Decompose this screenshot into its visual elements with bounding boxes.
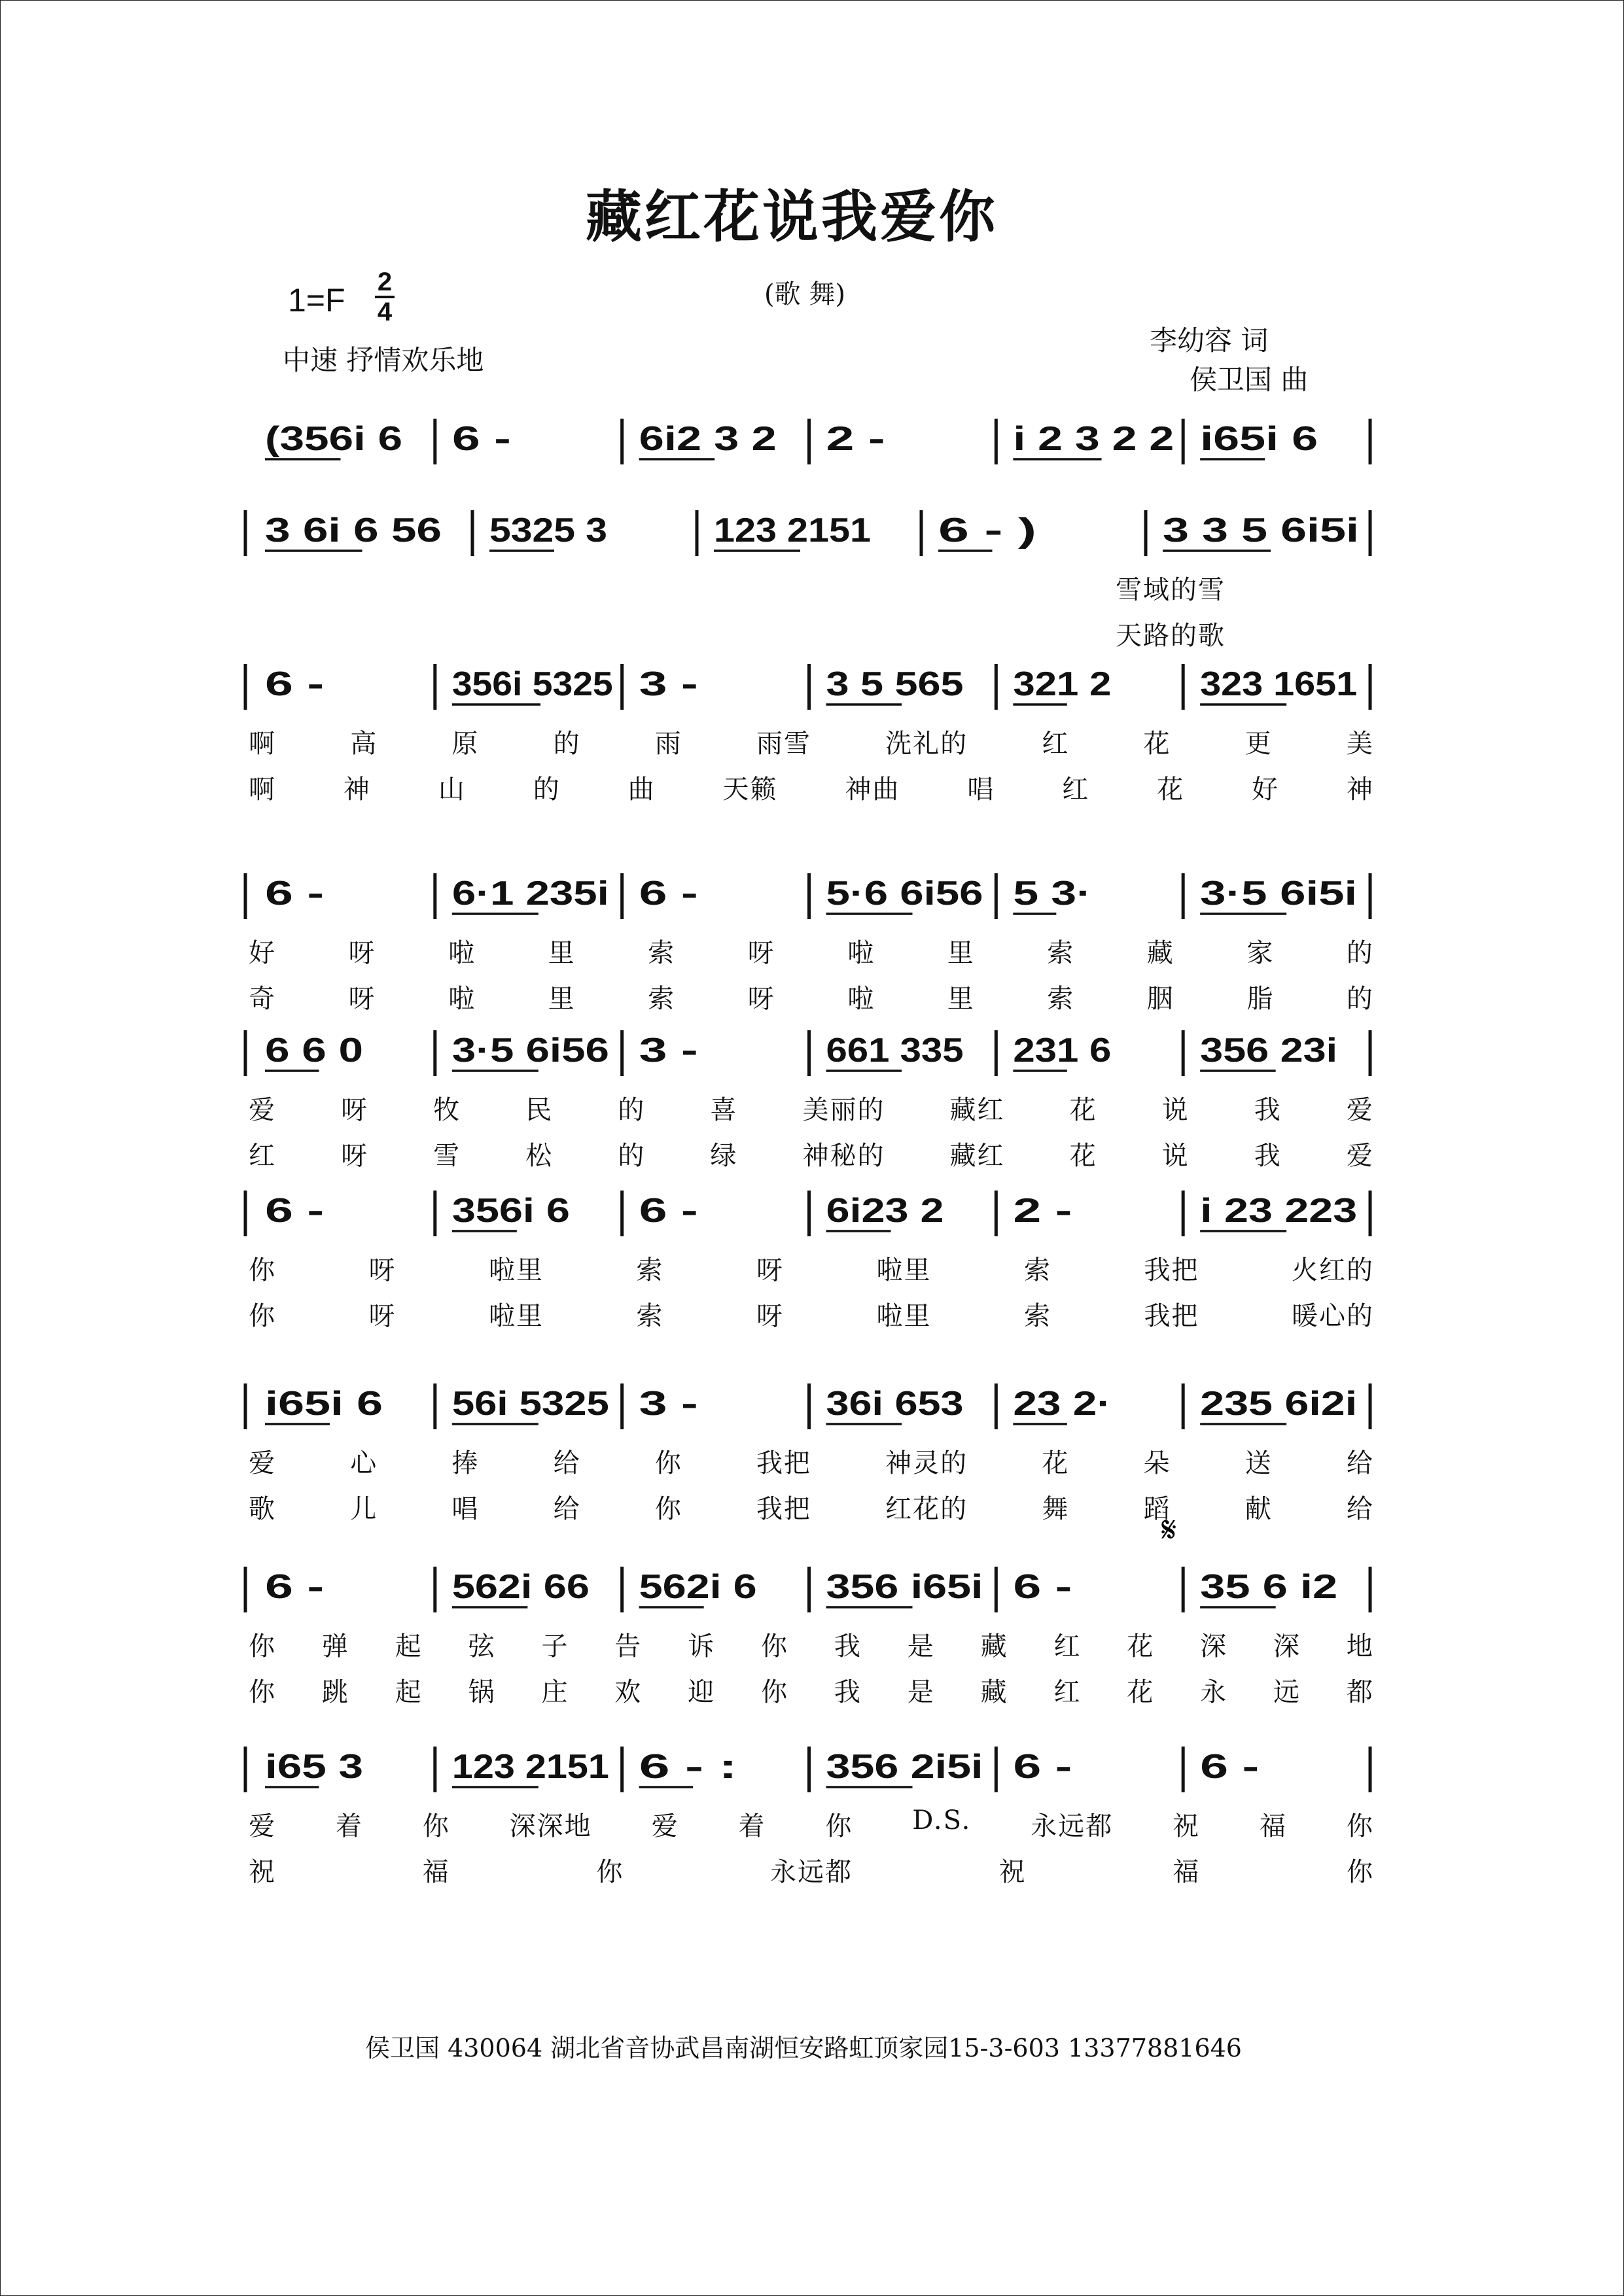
measure-notes: 3·5 6i56 bbox=[451, 1032, 609, 1070]
lyric-word: 藏红 bbox=[949, 1095, 1005, 1125]
measure-notes: 6i2 3 2 bbox=[639, 420, 777, 458]
lyric-word: 索 bbox=[1047, 984, 1075, 1014]
lyric-word: 捧 bbox=[451, 1448, 480, 1478]
lyric-word: 松 bbox=[525, 1141, 554, 1171]
lyric-word: 我 bbox=[834, 1631, 862, 1661]
lyric-word: 祝 bbox=[1173, 1811, 1201, 1841]
lyric-line bbox=[249, 978, 1374, 1015]
lyric-word: 着 bbox=[738, 1811, 766, 1841]
lyric-word: 牧 bbox=[433, 1095, 461, 1125]
lyric-word: 暖心的 bbox=[1292, 1301, 1374, 1331]
lyric-word: 的 bbox=[1346, 984, 1374, 1014]
measure-notes: 56i 5325 bbox=[451, 1385, 609, 1423]
lyric-word: 好 bbox=[1252, 774, 1280, 805]
measure-notes: 3 - bbox=[639, 1385, 698, 1423]
lyric-word: 呀 bbox=[368, 1301, 397, 1331]
lyric-word: 神秘的 bbox=[802, 1141, 885, 1171]
lyric-word: 深 bbox=[1200, 1631, 1228, 1661]
lyric-word: 祝 bbox=[249, 1857, 276, 1887]
lyric-word: 啦 bbox=[448, 938, 476, 968]
measure-notes: 6 - bbox=[265, 875, 324, 913]
lyric-line bbox=[249, 1805, 1374, 1843]
measure-notes: 356i 6 bbox=[451, 1192, 570, 1230]
measure-notes: 3·5 6i5i bbox=[1200, 875, 1358, 913]
lyric-line bbox=[249, 769, 1374, 806]
lyric-word: 地 bbox=[1346, 1631, 1374, 1661]
measure-notes: 3 3 5 6i5i bbox=[1163, 512, 1359, 549]
measure-notes: 3 5 565 bbox=[826, 665, 964, 703]
measure-notes: 5·6 6i56 bbox=[826, 875, 983, 913]
time-top: 2 bbox=[377, 268, 393, 296]
lyric-word: 神 bbox=[1346, 774, 1374, 805]
lyric-word: 啦里 bbox=[489, 1255, 544, 1285]
lyric-line bbox=[249, 1851, 1374, 1888]
measure-notes: 36i 653 bbox=[826, 1385, 964, 1423]
lyric-word: 神灵的 bbox=[885, 1448, 968, 1478]
lyric-word: 里 bbox=[548, 938, 576, 968]
lyric-word: 呀 bbox=[756, 1301, 784, 1331]
lyric-word: 你 bbox=[1346, 1857, 1374, 1887]
lyric-word: 呀 bbox=[348, 984, 376, 1014]
lyric-line bbox=[249, 723, 1374, 760]
lyric-word: 起 bbox=[395, 1631, 423, 1661]
lyric-line bbox=[249, 1488, 1374, 1525]
lyric-word: 诉 bbox=[688, 1631, 716, 1661]
lyric-line bbox=[249, 1089, 1374, 1126]
lyric-word: 爱 bbox=[249, 1811, 276, 1841]
lyric-word: 你 bbox=[422, 1811, 450, 1841]
lyric-word: 你 bbox=[761, 1631, 789, 1661]
lyric-word: 弹 bbox=[321, 1631, 349, 1661]
lyric-word: 儿 bbox=[350, 1494, 378, 1524]
lyric-word: 的 bbox=[553, 729, 581, 759]
lyric-word: 啊 bbox=[249, 774, 276, 805]
measure-notes: 123 2151 bbox=[714, 512, 871, 549]
lyric-word: 心 bbox=[350, 1448, 378, 1478]
measure-notes: 6 - bbox=[1200, 1748, 1260, 1786]
lyric-line bbox=[249, 932, 1374, 969]
measure-notes: 6 - bbox=[265, 665, 324, 703]
lyric-word: 红花的 bbox=[885, 1494, 968, 1524]
measure-notes: 2 - bbox=[1013, 1192, 1072, 1230]
lyric-word: 红 bbox=[1062, 774, 1090, 805]
lyric-word: 深 bbox=[1273, 1631, 1301, 1661]
lyric-word: 你 bbox=[654, 1448, 682, 1478]
lyric-word: 呀 bbox=[747, 984, 775, 1014]
lyric-word: 朵 bbox=[1143, 1448, 1171, 1478]
lyric-word: 你 bbox=[825, 1811, 853, 1841]
lyric-word: 神曲 bbox=[845, 774, 900, 805]
lyric-word: 花 bbox=[1127, 1677, 1155, 1707]
lyric-word: 火红的 bbox=[1292, 1255, 1374, 1285]
measure-notes: 356 23i bbox=[1200, 1032, 1338, 1070]
composer-credit: 侯卫国 曲 bbox=[1190, 364, 1309, 396]
measure-notes: 321 2 bbox=[1013, 665, 1112, 703]
lyric-word: 给 bbox=[553, 1494, 581, 1524]
lyric-word: 告 bbox=[614, 1631, 643, 1661]
lyric-word: 藏 bbox=[980, 1631, 1008, 1661]
measure-notes: 6 - bbox=[265, 1192, 324, 1230]
lyric-word: 呀 bbox=[756, 1255, 784, 1285]
lyric-word: 你 bbox=[1346, 1811, 1374, 1841]
measure-notes: i65i 6 bbox=[1200, 420, 1318, 458]
measure-notes: (356i 6 bbox=[265, 420, 402, 458]
lyric-word: 都 bbox=[1346, 1677, 1374, 1707]
measure-notes: 6 - bbox=[639, 875, 698, 913]
measure-notes: 6 - bbox=[1013, 1568, 1072, 1606]
lyric-word: 索 bbox=[648, 938, 676, 968]
lyric-word: 的 bbox=[618, 1095, 646, 1125]
lyric-word: 庄 bbox=[541, 1677, 569, 1707]
genre-label: (歌 舞) bbox=[764, 279, 845, 309]
lyric-word: 家 bbox=[1246, 938, 1275, 968]
lyric-word: 啦里 bbox=[489, 1301, 544, 1331]
lyric-word: 民 bbox=[525, 1095, 554, 1125]
lyric-word: 你 bbox=[249, 1301, 276, 1331]
lyric-word: 我把 bbox=[1144, 1301, 1199, 1331]
measure-notes: i65i 6 bbox=[265, 1385, 383, 1423]
lyric-line bbox=[249, 1249, 1374, 1287]
song-title: 藏红花说我爱你 bbox=[586, 184, 998, 250]
lyric-word: 我 bbox=[834, 1677, 862, 1707]
lyric-word: 里 bbox=[947, 984, 975, 1014]
time-bottom: 4 bbox=[377, 298, 393, 326]
lyric-word: 花 bbox=[1143, 729, 1171, 759]
lyric-line bbox=[249, 1295, 1374, 1332]
lyric-word: 福 bbox=[1173, 1857, 1201, 1887]
lyric-word: 神 bbox=[343, 774, 371, 805]
lyric-word: 的 bbox=[618, 1141, 646, 1171]
lyric-word: 给 bbox=[1346, 1494, 1374, 1524]
lyric-line: 雪域的雪 bbox=[1116, 575, 1226, 605]
lyric-word: 啦 bbox=[847, 984, 875, 1014]
lyric-word: 里 bbox=[548, 984, 576, 1014]
measure-notes: 356i 5325 bbox=[451, 665, 613, 703]
measure-notes: 3 - bbox=[639, 665, 698, 703]
lyric-word: 你 bbox=[761, 1677, 789, 1707]
key-label: 1=F bbox=[288, 282, 345, 319]
lyric-word: 啦里 bbox=[876, 1301, 932, 1331]
lyric-word: 你 bbox=[249, 1631, 276, 1661]
lyric-word: 脂 bbox=[1246, 984, 1275, 1014]
lyric-word: 曲 bbox=[627, 774, 656, 805]
lyric-word: 索 bbox=[1047, 938, 1075, 968]
measure-notes: 23 2· bbox=[1013, 1385, 1112, 1423]
lyric-word: 的 bbox=[1346, 938, 1374, 968]
lyric-word: 雨 bbox=[654, 729, 682, 759]
measure-notes: 6 - bbox=[265, 1568, 324, 1606]
lyric-line: 天路的歌 bbox=[1116, 621, 1226, 651]
lyric-word: 我 bbox=[1254, 1141, 1282, 1171]
lyric-word: 歌 bbox=[249, 1494, 276, 1524]
measure-notes: 235 6i2i bbox=[1200, 1385, 1358, 1423]
lyric-word: 舞 bbox=[1042, 1494, 1070, 1524]
lyric-word: 给 bbox=[553, 1448, 581, 1478]
measure-notes: i65 3 bbox=[265, 1748, 363, 1786]
lyricist-credit: 李幼容 词 bbox=[1150, 324, 1269, 357]
measure-notes: 5325 3 bbox=[489, 512, 607, 549]
lyric-word: 里 bbox=[947, 938, 975, 968]
lyric-word: 更 bbox=[1244, 729, 1273, 759]
lyric-word: 天籁 bbox=[722, 774, 778, 805]
lyric-word: 好 bbox=[249, 938, 276, 968]
key-signature bbox=[288, 281, 345, 319]
lyric-word: 永远都 bbox=[1031, 1811, 1114, 1841]
lyric-word: 欢 bbox=[614, 1677, 643, 1707]
lyric-word: 我把 bbox=[756, 1448, 811, 1478]
measure-notes: 123 2151 bbox=[451, 1748, 609, 1786]
lyric-word: 爱 bbox=[1346, 1095, 1374, 1125]
lyric-word: 呀 bbox=[747, 938, 775, 968]
measure-notes: i 2 3 2 2 bbox=[1013, 420, 1174, 458]
lyric-word: 呀 bbox=[348, 938, 376, 968]
lyric-word: 花 bbox=[1127, 1631, 1155, 1661]
lyric-word: 我把 bbox=[756, 1494, 811, 1524]
lyric-word: 爱 bbox=[651, 1811, 679, 1841]
measure-notes: 5 3· bbox=[1013, 875, 1092, 913]
lyric-word: 蹈 bbox=[1143, 1494, 1171, 1524]
lyric-word: 献 bbox=[1244, 1494, 1273, 1524]
lyric-word: 山 bbox=[438, 774, 466, 805]
measure-notes: 6 - bbox=[451, 420, 511, 458]
lyric-word: 雨雪 bbox=[756, 729, 811, 759]
lyric-word: 红 bbox=[1053, 1631, 1082, 1661]
measure-notes: 356 i65i bbox=[826, 1568, 983, 1606]
measure-notes: 35 6 i2 bbox=[1200, 1568, 1338, 1606]
lyric-word: 给 bbox=[1346, 1448, 1374, 1478]
lyric-word: 你 bbox=[249, 1677, 276, 1707]
lyric-word: 红 bbox=[249, 1141, 276, 1171]
lyric-word: 啦里 bbox=[876, 1255, 932, 1285]
lyric-word: 原 bbox=[451, 729, 480, 759]
lyric-word: 送 bbox=[1244, 1448, 1273, 1478]
measure-notes: 323 1651 bbox=[1200, 665, 1358, 703]
lyric-word: 是 bbox=[907, 1677, 935, 1707]
lyric-word: 索 bbox=[1024, 1255, 1051, 1285]
measure-notes: 562i 6 bbox=[639, 1568, 757, 1606]
notation-staff bbox=[0, 491, 1624, 615]
measure-notes: 3 - bbox=[639, 1032, 698, 1070]
measure-notes: 6 6 0 bbox=[265, 1032, 363, 1070]
lyric-word: 藏 bbox=[980, 1677, 1008, 1707]
measure-notes: 2 - bbox=[826, 420, 885, 458]
lyric-word: 美 bbox=[1346, 729, 1374, 759]
lyric-word: D.S. bbox=[912, 1805, 972, 1835]
measure-notes: 6·1 235i bbox=[451, 875, 609, 913]
lyric-word: 花 bbox=[1069, 1095, 1097, 1125]
measure-notes: 6 - : bbox=[639, 1748, 737, 1786]
measure-notes: 661 335 bbox=[826, 1032, 964, 1070]
lyric-word: 说 bbox=[1161, 1095, 1190, 1125]
lyric-word: 福 bbox=[422, 1857, 450, 1887]
lyric-word: 喜 bbox=[710, 1095, 738, 1125]
lyric-word: 你 bbox=[249, 1255, 276, 1285]
lyric-word: 子 bbox=[541, 1631, 569, 1661]
measure-notes: 6 - bbox=[1013, 1748, 1072, 1786]
lyric-word: 永 bbox=[1200, 1677, 1228, 1707]
lyric-word: 爱 bbox=[249, 1448, 276, 1478]
measure-notes: 3 6i 6 56 bbox=[265, 512, 442, 549]
lyric-word: 爱 bbox=[1346, 1141, 1374, 1171]
tempo-expression: 中速 抒情欢乐地 bbox=[283, 344, 484, 376]
lyric-word: 唱 bbox=[451, 1494, 480, 1524]
lyric-word: 远 bbox=[1273, 1677, 1301, 1707]
lyric-word: 花 bbox=[1069, 1141, 1097, 1171]
lyric-line bbox=[249, 1442, 1374, 1480]
lyric-word: 洗礼的 bbox=[885, 729, 968, 759]
lyric-word: 的 bbox=[533, 774, 561, 805]
lyric-line bbox=[249, 1135, 1374, 1172]
lyric-word: 深深地 bbox=[509, 1811, 592, 1841]
lyric-word: 索 bbox=[636, 1301, 664, 1331]
lyric-word: 祝 bbox=[998, 1857, 1027, 1887]
footer-contact: 侯卫国 430064 湖北省音协武昌南湖恒安路虹顶家园15-3-603 13377881646 bbox=[365, 2034, 1242, 2062]
lyric-line bbox=[249, 1626, 1374, 1663]
measure-notes: 6i23 2 bbox=[826, 1192, 944, 1230]
lyric-word: 索 bbox=[648, 984, 676, 1014]
lyric-word: 是 bbox=[907, 1631, 935, 1661]
lyric-word: 花 bbox=[1157, 774, 1185, 805]
lyric-word: 永远都 bbox=[769, 1857, 853, 1887]
lyric-word: 呀 bbox=[368, 1255, 397, 1285]
measure-notes: 562i 66 bbox=[451, 1568, 590, 1606]
measure-notes: 6 - bbox=[639, 1192, 698, 1230]
lyric-word: 藏 bbox=[1146, 938, 1174, 968]
lyric-word: 雪 bbox=[433, 1141, 461, 1171]
lyric-word: 美丽的 bbox=[802, 1095, 885, 1125]
lyric-word: 你 bbox=[596, 1857, 624, 1887]
lyric-word: 弦 bbox=[468, 1631, 496, 1661]
lyric-word: 呀 bbox=[341, 1141, 369, 1171]
lyric-word: 藏红 bbox=[949, 1141, 1005, 1171]
measure-notes: 6 - ) bbox=[938, 512, 1036, 549]
measure-notes: 356 2i5i bbox=[826, 1748, 983, 1786]
lyric-word: 索 bbox=[636, 1255, 664, 1285]
lyric-word: 啦 bbox=[847, 938, 875, 968]
lyric-word: 起 bbox=[395, 1677, 423, 1707]
lyric-word: 高 bbox=[350, 729, 378, 759]
lyric-word: 你 bbox=[654, 1494, 682, 1524]
measure-notes: 231 6 bbox=[1013, 1032, 1112, 1070]
lyric-word: 锅 bbox=[468, 1677, 496, 1707]
measure-notes: i 23 223 bbox=[1200, 1192, 1358, 1230]
lyric-word: 奇 bbox=[249, 984, 276, 1014]
lyric-word: 啊 bbox=[249, 729, 276, 759]
lyric-word: 胭 bbox=[1146, 984, 1174, 1014]
lyric-word: 呀 bbox=[341, 1095, 369, 1125]
lyric-word: 红 bbox=[1042, 729, 1070, 759]
lyric-word: 绿 bbox=[710, 1141, 738, 1171]
lyric-word: 福 bbox=[1259, 1811, 1287, 1841]
lyric-line bbox=[249, 1671, 1374, 1709]
lyric-word: 跳 bbox=[321, 1677, 349, 1707]
lyric-word: 红 bbox=[1053, 1677, 1082, 1707]
lyric-word: 迎 bbox=[688, 1677, 716, 1707]
time-signature bbox=[372, 268, 398, 326]
segno-sign: 𝄋 bbox=[1161, 1509, 1177, 1550]
lyric-word: 唱 bbox=[967, 774, 995, 805]
lyric-word: 花 bbox=[1042, 1448, 1070, 1478]
lyric-word: 索 bbox=[1024, 1301, 1051, 1331]
lyric-word: 爱 bbox=[249, 1095, 276, 1125]
lyric-word: 我 bbox=[1254, 1095, 1282, 1125]
lyric-word: 啦 bbox=[448, 984, 476, 1014]
lyric-word: 着 bbox=[335, 1811, 363, 1841]
lyric-word: 我把 bbox=[1144, 1255, 1199, 1285]
lyric-word: 说 bbox=[1161, 1141, 1190, 1171]
